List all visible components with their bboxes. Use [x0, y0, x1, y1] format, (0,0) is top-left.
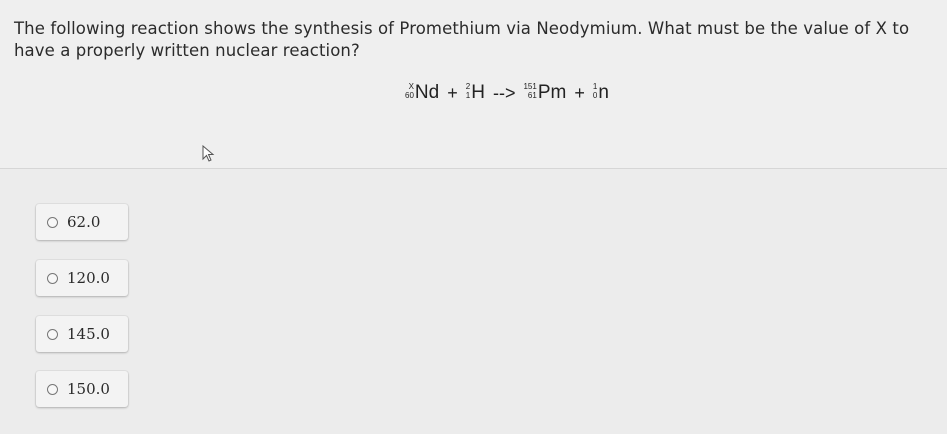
h-atomic-number: 1 [465, 91, 471, 101]
pm-atomic-number: 61 [527, 91, 537, 101]
mouse-cursor-icon [202, 145, 216, 163]
radio-button[interactable] [47, 384, 58, 395]
n-symbol: n [598, 82, 609, 103]
answer-option-2[interactable] [36, 260, 128, 296]
h-mass-number: 2 [465, 82, 471, 92]
answer-option-1[interactable] [36, 204, 128, 240]
nuclear-equation [405, 82, 609, 116]
reaction-arrow: --> [492, 83, 516, 103]
plus-sign: + [574, 83, 585, 103]
question-panel [0, 0, 947, 169]
plus-sign: + [447, 83, 458, 103]
answer-option-4[interactable] [36, 371, 128, 407]
radio-button[interactable] [47, 217, 58, 228]
radio-button[interactable] [47, 273, 58, 284]
reactant-neodymium [405, 82, 439, 104]
answer-option-3[interactable] [36, 316, 128, 352]
option-label: 145.0 [67, 325, 110, 343]
option-label: 120.0 [67, 269, 110, 287]
product-promethium [523, 82, 566, 104]
reactant-deuterium [466, 82, 485, 104]
n-mass-number: 1 [592, 82, 598, 92]
question-text: The following reaction shows the synthesis of Promethium via Neodymium. What must be the value of X to have a properly written nuclear reaction? [14, 19, 910, 60]
nd-atomic-number: 60 [405, 91, 414, 101]
radio-button[interactable] [47, 329, 58, 340]
product-neutron [593, 82, 609, 104]
nd-symbol: Nd [414, 82, 440, 103]
pm-mass-number: 151 [523, 82, 537, 92]
option-label: 62.0 [67, 213, 101, 231]
n-atomic-number: 0 [592, 91, 598, 101]
answer-options [0, 168, 947, 434]
h-symbol: H [471, 82, 485, 103]
pm-symbol: Pm [537, 82, 567, 103]
option-label: 150.0 [67, 380, 110, 398]
nd-mass-number: X [408, 82, 414, 92]
